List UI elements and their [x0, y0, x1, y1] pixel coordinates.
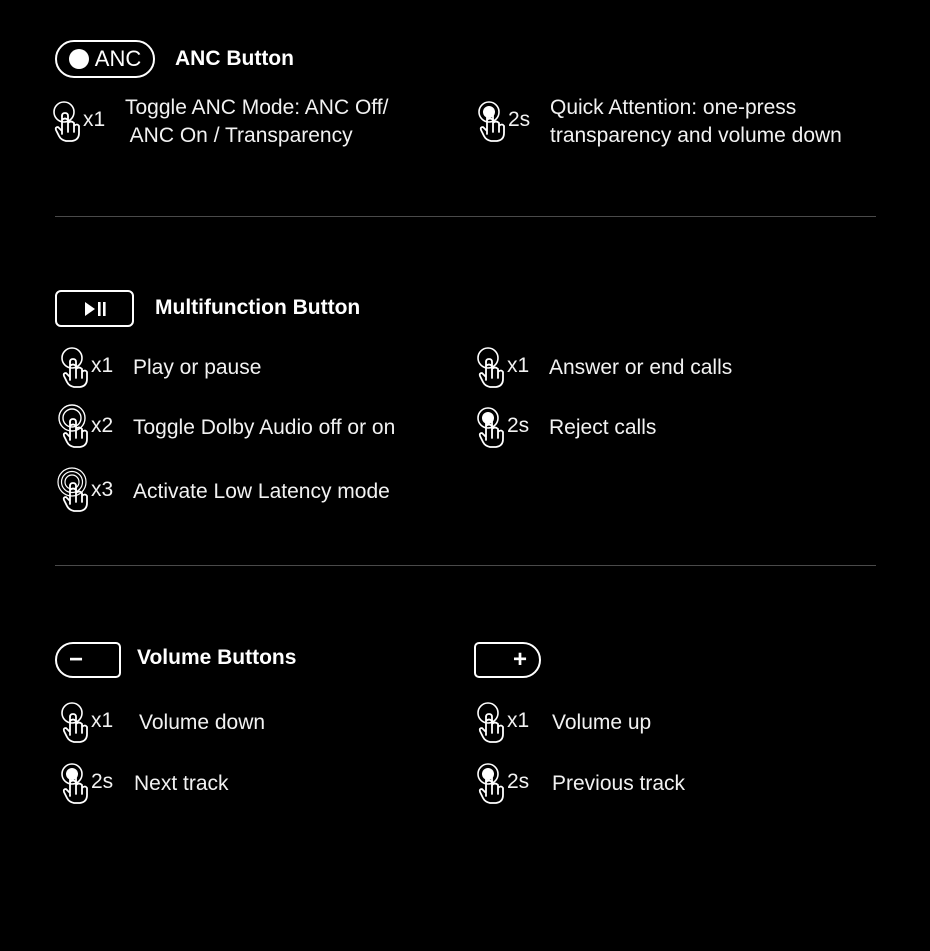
gesture-count: 2s: [508, 108, 531, 131]
gesture-description: Play or pause: [133, 356, 262, 379]
section-divider: [55, 565, 876, 566]
gesture-previous-track: [472, 758, 685, 804]
gesture-quick-attention: [473, 96, 842, 150]
gesture-low-latency: [56, 466, 390, 512]
gesture-count: 2s: [507, 414, 530, 437]
tap-hand-icon: [472, 697, 510, 743]
gesture-reject-calls: [472, 402, 656, 448]
gesture-anc-toggle: [48, 96, 388, 150]
minus-icon: −: [69, 646, 84, 673]
volume-down-button-icon: [55, 642, 121, 678]
multifunction-section-title: Multifunction Button: [155, 296, 361, 319]
gesture-description: Next track: [134, 772, 229, 795]
press-hold-hand-icon: [473, 96, 511, 142]
gesture-count: x1: [83, 108, 106, 131]
gesture-answer-end-calls: [472, 342, 732, 388]
gesture-count: x1: [91, 354, 114, 377]
gesture-description: Volume down: [139, 711, 266, 734]
gesture-description: Reject calls: [549, 416, 657, 439]
gesture-description-line: Quick Attention: one-press: [550, 96, 797, 119]
volume-section-title: Volume Buttons: [137, 646, 297, 669]
anc-dot-icon: [69, 49, 89, 69]
gesture-volume-up: [472, 697, 651, 743]
tap-hand-icon: [56, 342, 94, 388]
gesture-description: [550, 94, 842, 150]
gesture-next-track: [56, 758, 229, 804]
gesture-count: 2s: [91, 770, 114, 793]
gesture-count: x1: [507, 709, 530, 732]
anc-button-label: ANC: [94, 46, 142, 71]
gesture-volume-down: [56, 697, 265, 743]
plus-icon: +: [512, 646, 527, 673]
gesture-description: Activate Low Latency mode: [133, 480, 390, 503]
gesture-description-line: ANC On / Transparency: [125, 124, 353, 147]
gesture-description: Answer or end calls: [549, 356, 733, 379]
gesture-count: x2: [91, 414, 114, 437]
anc-section-title: ANC Button: [175, 47, 294, 70]
gesture-count: x1: [507, 354, 530, 377]
multifunction-button-icon: [55, 290, 134, 327]
gesture-count: x3: [91, 478, 114, 501]
anc-button-icon: [55, 40, 155, 78]
press-hold-hand-icon: [56, 758, 94, 804]
play-pause-icon: [82, 300, 108, 318]
triple-tap-hand-icon: [56, 466, 94, 512]
tap-hand-icon: [56, 697, 94, 743]
volume-up-button-icon: [474, 642, 541, 678]
tap-hand-icon: [472, 342, 510, 388]
gesture-description: Toggle Dolby Audio off or on: [133, 416, 396, 439]
gesture-dolby-toggle: [56, 402, 395, 448]
gesture-description: Volume up: [552, 711, 652, 734]
gesture-count: 2s: [507, 770, 530, 793]
double-tap-hand-icon: [56, 402, 94, 448]
tap-hand-icon: [48, 96, 86, 142]
gesture-description: Previous track: [552, 772, 686, 795]
press-hold-hand-icon: [472, 402, 510, 448]
gesture-play-pause: [56, 342, 261, 388]
gesture-description-line: Toggle ANC Mode: ANC Off/: [125, 96, 389, 119]
press-hold-hand-icon: [472, 758, 510, 804]
gesture-count: x1: [91, 709, 114, 732]
gesture-description: [125, 94, 388, 150]
section-divider: [55, 216, 876, 217]
gesture-description-line: transparency and volume down: [550, 124, 842, 147]
